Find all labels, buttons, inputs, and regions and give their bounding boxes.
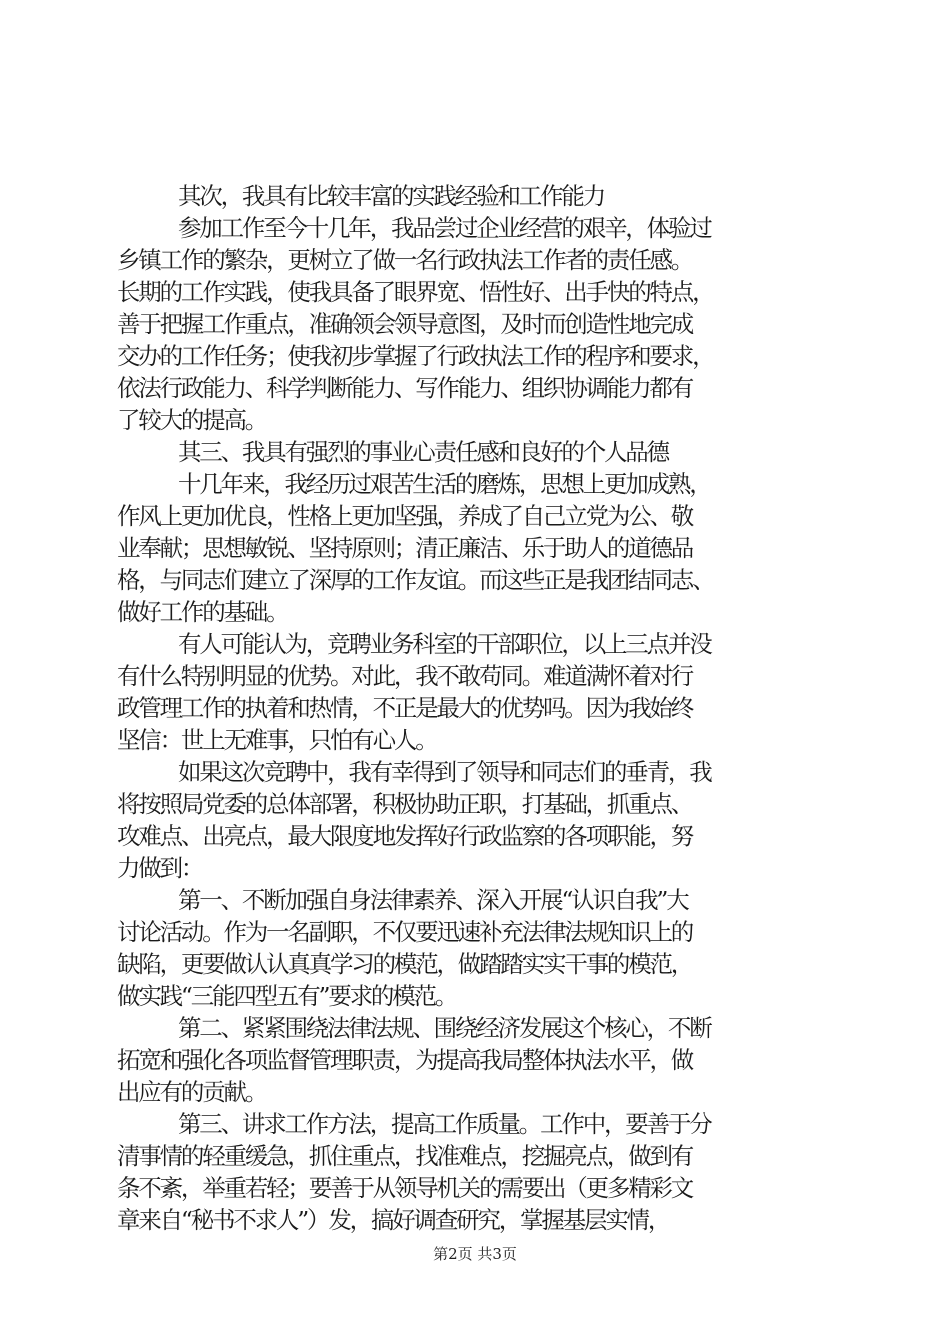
paragraph-line: 政管理工作的执着和热情，不正是最大的优势吗。因为我始终 [117, 694, 693, 722]
paragraph-line: 如果这次竞聘中，我有幸得到了领导和同志们的垂青，我 [178, 758, 711, 786]
paragraph-line: 格，与同志们建立了深厚的工作友谊。而这些正是我团结同志、 [117, 566, 714, 594]
paragraph-line: 有什么特别明显的优势。对此，我不敢苟同。难道满怀着对行 [117, 662, 693, 690]
paragraph-line: 作风上更加优良，性格上更加坚强，养成了自己立党为公、敬 [117, 502, 693, 530]
paragraph-line: 章来自“秘书不求人”）发，搞好调查研究，掌握基层实情， [117, 1206, 670, 1234]
section-heading: 其三、我具有强烈的事业心责任感和良好的个人品德 [178, 438, 668, 466]
paragraph-line: 攻难点、出亮点，最大限度地发挥好行政监察的各项职能，努 [117, 822, 693, 850]
paragraph-line: 参加工作至今十几年，我品尝过企业经营的艰辛，体验过 [178, 214, 711, 242]
page-number-footer: 第2页 共3页 [433, 1245, 517, 1263]
paragraph-line: 乡镇工作的繁杂，更树立了做一名行政执法工作者的责任感。 [117, 246, 693, 274]
paragraph-line: 出应有的贡献。 [117, 1078, 267, 1106]
paragraph-line: 了较大的提高。 [117, 406, 267, 434]
paragraph-line: 交办的工作任务；使我初步掌握了行政执法工作的程序和要求， [117, 342, 714, 370]
paragraph-line: 拓宽和强化各项监督管理职责，为提高我局整体执法水平，做 [117, 1046, 693, 1074]
paragraph-line: 长期的工作实践，使我具备了眼界宽、悟性好、出手快的特点， [117, 278, 714, 306]
paragraph-line: 做好工作的基础。 [117, 598, 288, 626]
paragraph-line: 第二、紧紧围绕法律法规、围绕经济发展这个核心，不断 [178, 1014, 711, 1042]
paragraph-line: 缺陷，更要做认认真真学习的模范，做踏踏实实干事的模范， [117, 950, 693, 978]
paragraph-line: 十几年来，我经历过艰苦生活的磨炼，思想上更加成熟， [178, 470, 711, 498]
paragraph-line: 清事情的轻重缓急，抓住重点，找准难点，挖掘亮点，做到有 [117, 1142, 693, 1170]
paragraph-line: 讨论活动。作为一名副职，不仅要迅速补充法律法规知识上的 [117, 918, 693, 946]
paragraph-line: 第三、讲求工作方法，提高工作质量。工作中，要善于分 [178, 1110, 711, 1138]
paragraph-line: 将按照局党委的总体部署，积极协助正职，打基础，抓重点、 [117, 790, 693, 818]
paragraph-line: 业奉献；思想敏锐、坚持原则；清正廉洁、乐于助人的道德品 [117, 534, 693, 562]
paragraph-line: 力做到： [117, 854, 203, 882]
paragraph-line: 善于把握工作重点，准确领会领导意图，及时而创造性地完成 [117, 310, 693, 338]
paragraph-line: 第一、不断加强自身法律素养、深入开展“认识自我”大 [178, 886, 688, 914]
section-heading: 其次，我具有比较丰富的实践经验和工作能力 [178, 182, 604, 210]
paragraph-line: 条不紊，举重若轻；要善于从领导机关的需要出（更多精彩文 [117, 1174, 693, 1202]
paragraph-line: 做实践“三能四型五有”要求的模范。 [117, 982, 457, 1010]
paragraph-line: 有人可能认为，竞聘业务科室的干部职位，以上三点并没 [178, 630, 711, 658]
paragraph-line: 依法行政能力、科学判断能力、写作能力、组织协调能力都有 [117, 374, 693, 402]
paragraph-line: 坚信：世上无难事，只怕有心人。 [117, 726, 437, 754]
